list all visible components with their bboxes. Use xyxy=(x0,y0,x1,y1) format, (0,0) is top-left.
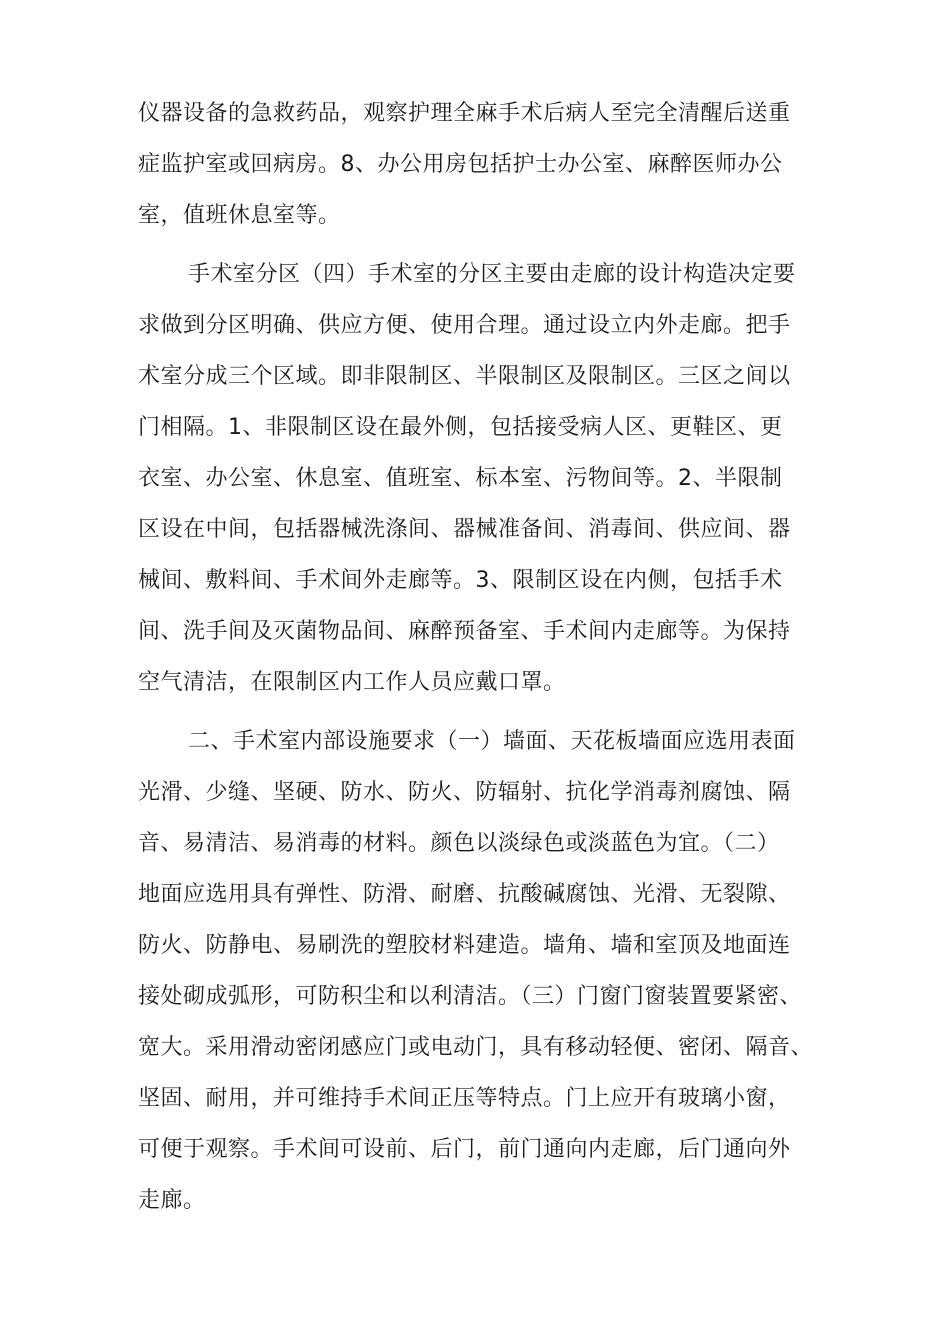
paragraph-line: 门相隔。1、非限制区设在最外侧，包括接受病人区、更鞋区、更 xyxy=(138,415,783,440)
paragraph-3 xyxy=(138,716,828,1226)
paragraph-line: 求做到分区明确、供应方便、使用合理。通过设立内外走廊。把手 xyxy=(138,313,791,338)
paragraph-line: 宽大。采用滑动密闭感应门或电动门，具有移动轻便、密闭、隔音、 xyxy=(138,1035,814,1060)
paragraph-first-line: 二、手术室内部设施要求（一）墙面、天花板墙面应选用表面 xyxy=(188,729,796,754)
paragraph-line: 械间、敷料间、手术间外走廊等。3、限制区设在内侧，包括手术 xyxy=(138,568,783,593)
paragraph-2 xyxy=(138,249,828,708)
paragraph-line: 术室分成三个区域。即非限制区、半限制区及限制区。三区之间以 xyxy=(138,364,791,389)
paragraph-line: 光滑、少缝、坚硬、防水、防火、防辐射、抗化学消毒剂腐蚀、隔 xyxy=(138,780,791,805)
paragraph-1 xyxy=(138,88,828,241)
paragraph-line: 坚固、耐用，并可维持手术间正压等特点。门上应开有玻璃小窗， xyxy=(138,1086,791,1111)
paragraph-line: 区设在中间，包括器械洗涤间、器械准备间、消毒间、供应间、器 xyxy=(138,517,791,542)
paragraph-line: 防火、防静电、易刷洗的塑胶材料建造。墙角、墙和室顶及地面连 xyxy=(138,933,791,958)
paragraph-first-line: 手术室分区（四）手术室的分区主要由走廊的设计构造决定要 xyxy=(188,262,796,287)
paragraph-line: 可便于观察。手术间可设前、后门，前门通向内走廊，后门通向外 xyxy=(138,1137,791,1162)
document-body xyxy=(138,88,828,1226)
paragraph-line: 接处砌成弧形，可防积尘和以利清洁。（三）门窗门窗装置要紧密、 xyxy=(138,984,803,1009)
paragraph-line: 地面应选用具有弹性、防滑、耐磨、抗酸碱腐蚀、光滑、无裂隙、 xyxy=(138,882,791,907)
paragraph-spacer xyxy=(138,708,828,716)
paragraph-line: 间、洗手间及灭菌物品间、麻醉预备室、手术间内走廊等。为保持 xyxy=(138,619,791,644)
paragraph-line: 仪器设备的急救药品，观察护理全麻手术后病人至完全清醒后送重 xyxy=(138,101,791,126)
paragraph-line: 症监护室或回病房。8、办公用房包括护士办公室、麻醉医师办公 xyxy=(138,152,783,177)
paragraph-line: 音、易清洁、易消毒的材料。颜色以淡绿色或淡蓝色为宜。（二） xyxy=(138,831,780,856)
paragraph-line: 空气清洁，在限制区内工作人员应戴口罩。 xyxy=(138,670,566,695)
paragraph-line: 衣室、办公室、休息室、值班室、标本室、污物间等。2、半限制 xyxy=(138,466,783,491)
paragraph-line: 室，值班休息室等。 xyxy=(138,203,341,228)
paragraph-line: 走廊。 xyxy=(138,1188,206,1213)
paragraph-spacer xyxy=(138,241,828,249)
